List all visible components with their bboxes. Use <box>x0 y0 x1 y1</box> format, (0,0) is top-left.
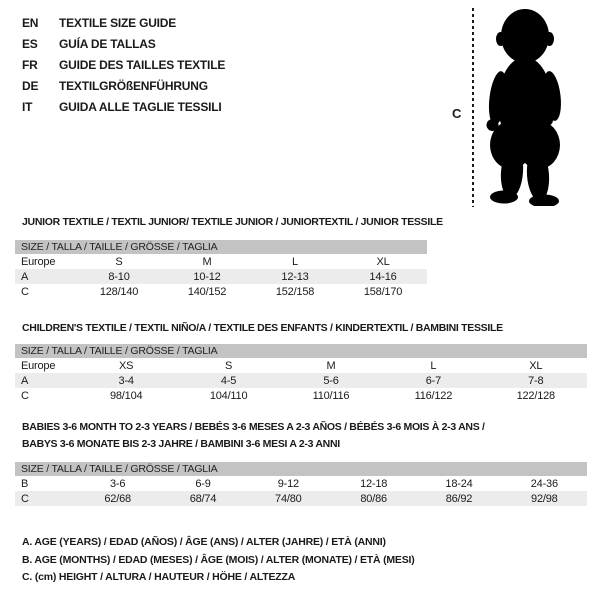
table-cell: 18-24 <box>445 477 473 490</box>
language-code: FR <box>22 57 38 72</box>
language-title: GUIDE DES TAILLES TEXTILE <box>59 57 226 72</box>
language-list <box>22 12 225 117</box>
table-cell: 104/110 <box>209 389 248 402</box>
row-label: A <box>21 374 29 387</box>
table-row <box>15 491 587 506</box>
table-cell: 122/128 <box>516 389 555 402</box>
table-cell: 98/104 <box>109 389 143 402</box>
language-code: DE <box>22 78 39 93</box>
table-cell: L <box>430 359 437 372</box>
footnote-c: C. (cm) HEIGHT / ALTURA / HAUTEUR / HÖHE / ALTEZZA <box>22 571 296 583</box>
table-cell: XL <box>529 359 543 372</box>
size-header-bar: SIZE / TALLA / TAILLE / GRÖSSE / TAGLIA <box>15 344 587 358</box>
table-cell: 152/158 <box>275 285 315 298</box>
language-row <box>22 96 225 117</box>
table-cell: 24-36 <box>530 477 558 490</box>
table-row <box>15 476 587 491</box>
baby-silhouette <box>477 6 570 206</box>
table-cell: 68/74 <box>189 492 217 505</box>
table-cell: 62/68 <box>104 492 131 505</box>
row-label: C <box>21 285 29 298</box>
table-cell: 158/170 <box>363 285 403 298</box>
table-cell: 6-9 <box>195 477 211 490</box>
footnote-b: B. AGE (MONTHS) / EDAD (MESES) / ÂGE (MOIS) / ALTER (MONATE) / ETÀ (MESI) <box>22 553 415 566</box>
table-cell: 140/152 <box>187 285 227 298</box>
babies-size-table <box>15 462 587 506</box>
height-measure-dotted-line <box>472 8 474 207</box>
row-label: C <box>21 492 29 505</box>
table-row <box>15 358 587 373</box>
language-title: GUÍA DE TALLAS <box>59 36 156 51</box>
babies-table-title-line2: BABYS 3-6 MONATE BIS 2-3 JAHRE / BAMBINI 3-6 MESI A 2-3 ANNI <box>22 438 340 450</box>
table-row <box>15 373 587 388</box>
row-label: C <box>21 389 29 402</box>
table-cell: 4-5 <box>220 374 237 387</box>
language-row <box>22 75 225 96</box>
table-row <box>15 254 427 269</box>
language-title: GUIDA ALLE TAGLIE TESSILI <box>59 99 222 114</box>
table-cell: 9-12 <box>277 477 299 490</box>
table-cell: XS <box>119 359 134 372</box>
table-cell: M <box>202 255 212 268</box>
table-cell: L <box>292 255 298 268</box>
table-cell: 10-12 <box>193 270 221 283</box>
language-title: TEXTILE SIZE GUIDE <box>59 15 177 30</box>
table-cell: 12-18 <box>360 477 388 490</box>
row-label: Europe <box>21 359 56 372</box>
height-measure-label: C <box>452 106 462 121</box>
junior-size-table <box>15 240 427 299</box>
table-cell: 116/122 <box>414 389 453 402</box>
language-code: IT <box>22 99 33 114</box>
table-cell: S <box>115 255 123 268</box>
junior-table-title: JUNIOR TEXTILE / TEXTIL JUNIOR/ TEXTILE JUNIOR / JUNIORTEXTIL / JUNIOR TESSILE <box>22 216 443 228</box>
table-cell: 86/92 <box>445 492 473 505</box>
language-row <box>22 54 225 75</box>
size-header-bar: SIZE / TALLA / TAILLE / GRÖSSE / TAGLIA <box>15 240 427 254</box>
footnote-a: A. AGE (YEARS) / EDAD (AÑOS) / ÂGE (ANS) / ALTER (JAHRE) / ETÀ (ANNI) <box>22 536 386 548</box>
row-label: Europe <box>21 255 56 268</box>
table-cell: 80/86 <box>360 492 387 505</box>
table-header-row <box>15 344 587 358</box>
table-cell: 3-6 <box>110 477 126 490</box>
table-cell: 14-16 <box>369 270 397 283</box>
table-cell: 92/98 <box>531 492 558 505</box>
table-row <box>15 388 587 403</box>
table-header-row <box>15 462 587 476</box>
language-code: EN <box>22 15 39 30</box>
table-cell: 3-4 <box>118 374 134 387</box>
language-title: TEXTILGRÖßENFÜHRUNG <box>59 78 208 93</box>
table-row <box>15 269 427 284</box>
footnotes <box>22 534 415 587</box>
table-cell: 74/80 <box>275 492 302 505</box>
babies-table-title-line1: BABIES 3-6 MONTH TO 2-3 YEARS / BEBÉS 3-6 MESES A 2-3 AÑOS / BÉBÉS 3-6 MOIS À 2-3 ANS / <box>22 421 485 433</box>
table-cell: 7-8 <box>528 374 544 387</box>
table-cell: S <box>225 359 233 372</box>
table-cell: 8-10 <box>108 270 130 283</box>
children-size-table <box>15 344 587 403</box>
language-row <box>22 12 225 33</box>
table-cell: 128/140 <box>99 285 139 298</box>
table-cell: XL <box>376 255 390 268</box>
table-cell: 12-13 <box>281 270 309 283</box>
table-row <box>15 284 427 299</box>
language-row <box>22 33 225 54</box>
size-header-bar: SIZE / TALLA / TAILLE / GRÖSSE / TAGLIA <box>15 462 587 476</box>
table-cell: 6-7 <box>425 374 442 387</box>
row-label: B <box>21 477 29 490</box>
table-cell: 110/116 <box>312 389 350 402</box>
language-code: ES <box>22 36 38 51</box>
table-cell: M <box>326 359 336 372</box>
table-header-row <box>15 240 427 254</box>
children-table-title: CHILDREN'S TEXTILE / TEXTIL NIÑO/A / TEXTILE DES ENFANTS / KINDERTEXTIL / BAMBINI TESSILE <box>22 322 503 334</box>
table-cell: 5-6 <box>323 374 339 387</box>
row-label: A <box>21 270 29 283</box>
